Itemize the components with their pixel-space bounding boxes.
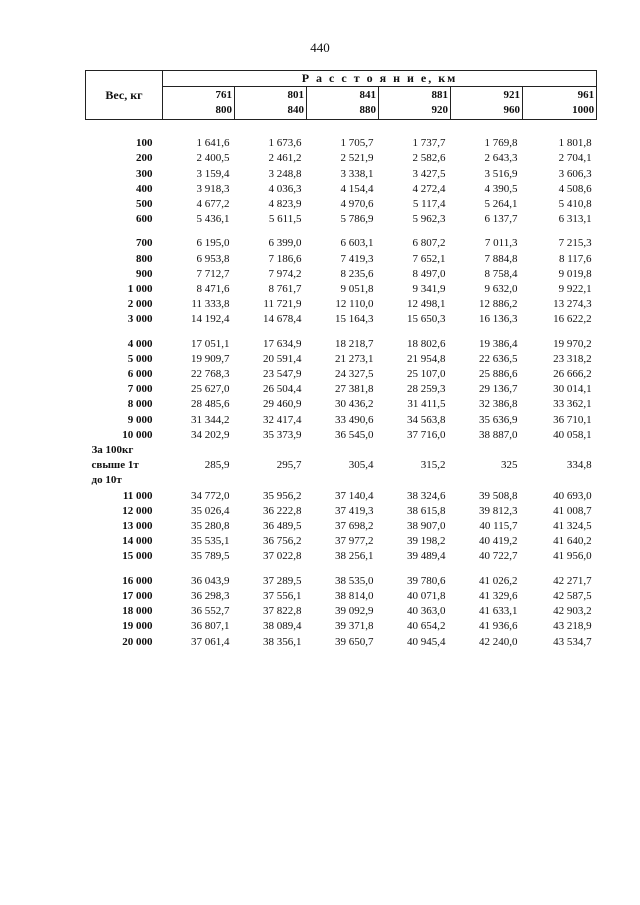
rate-cell: 33 362,1 xyxy=(553,398,592,411)
rate-cell: 23 318,2 xyxy=(553,352,592,365)
rate-cell: 9 341,9 xyxy=(412,283,446,296)
rate-cell: 13 274,3 xyxy=(553,298,592,311)
rate-cell: 11 333,8 xyxy=(191,298,230,311)
rate-cell: 3 427,5 xyxy=(412,167,446,180)
table-row xyxy=(86,413,597,428)
rate-cell: 1 641,6 xyxy=(196,137,230,150)
rate-cell: 9 922,1 xyxy=(558,283,592,296)
table-row xyxy=(86,382,597,397)
rate-cell: 7 419,3 xyxy=(340,252,374,265)
rate-cell: 5 962,3 xyxy=(412,213,446,226)
rate-cell: 325 xyxy=(501,459,518,472)
table-row xyxy=(86,473,597,488)
table-row xyxy=(86,489,597,504)
rate-cell: 14 678,4 xyxy=(263,313,302,326)
rate-cell: 42 903,2 xyxy=(553,605,592,618)
rate-cell: 5 611,5 xyxy=(268,213,302,226)
rate-cell: 6 399,0 xyxy=(268,237,302,250)
table-row xyxy=(86,282,597,297)
rate-cell: 16 136,3 xyxy=(479,313,518,326)
weight-cell: 7 000 xyxy=(127,383,153,396)
rate-cell: 35 636,9 xyxy=(479,413,518,426)
rate-cell xyxy=(451,473,523,488)
table-row xyxy=(86,574,597,589)
table-row xyxy=(86,367,597,382)
table-row xyxy=(86,519,597,534)
rate-cell: 7 652,1 xyxy=(412,252,446,265)
range-from: 881 xyxy=(431,89,448,102)
range-from: 761 xyxy=(215,89,232,102)
weight-cell: 300 xyxy=(136,167,153,180)
distance-range-row xyxy=(86,87,597,120)
rate-cell: 40 115,7 xyxy=(479,520,518,533)
rate-cell xyxy=(163,443,235,458)
rate-cell: 38 887,0 xyxy=(479,428,518,441)
rate-cell: 22 768,3 xyxy=(191,368,230,381)
rate-cell: 36 710,1 xyxy=(553,413,592,426)
rate-cell: 3 918,3 xyxy=(196,182,230,195)
weight-cell: 13 000 xyxy=(122,520,153,533)
rate-cell: 4 677,2 xyxy=(196,198,230,211)
range-to: 880 xyxy=(359,104,376,117)
table-row xyxy=(86,212,597,227)
page-number: 440 xyxy=(310,40,330,55)
weight-cell: 600 xyxy=(136,213,153,226)
rate-cell: 37 022,8 xyxy=(263,550,302,563)
rate-cell: 37 061,4 xyxy=(191,635,230,648)
distance-range-header xyxy=(235,87,307,120)
weight-cell: 5 000 xyxy=(127,352,153,365)
rate-cell: 35 956,2 xyxy=(263,489,302,502)
rate-cell: 6 603,1 xyxy=(340,237,374,250)
rate-cell: 1 801,8 xyxy=(558,137,592,150)
rate-cell: 37 822,8 xyxy=(263,605,302,618)
rate-cell: 36 552,7 xyxy=(191,605,230,618)
rate-cell: 42 240,0 xyxy=(479,635,518,648)
table-row xyxy=(86,589,597,604)
rate-cell: 33 490,6 xyxy=(335,413,374,426)
rate-cell: 4 272,4 xyxy=(412,182,446,195)
weight-column-header: Вес, кг xyxy=(86,71,163,120)
rate-cell: 8 761,7 xyxy=(268,283,302,296)
rate-cell: 5 410,8 xyxy=(558,198,592,211)
rate-cell: 3 248,8 xyxy=(268,167,302,180)
weight-cell: 10 000 xyxy=(122,428,153,441)
rate-cell: 29 460,9 xyxy=(263,398,302,411)
rate-cell: 41 640,2 xyxy=(553,535,592,548)
weight-cell: 2 000 xyxy=(127,298,153,311)
rate-cell: 37 289,5 xyxy=(263,574,302,587)
distance-header: Р а с с т о я н и е, км xyxy=(163,71,597,87)
rate-cell: 9 019,8 xyxy=(558,267,592,280)
rate-cell: 37 556,1 xyxy=(263,589,302,602)
rate-cell: 12 110,0 xyxy=(335,298,374,311)
rate-cell: 35 373,9 xyxy=(263,428,302,441)
rate-cell: 36 756,2 xyxy=(263,535,302,548)
rate-cell: 39 508,8 xyxy=(479,489,518,502)
rate-cell: 40 363,0 xyxy=(407,605,446,618)
weight-cell: За 100кг xyxy=(91,444,134,457)
range-to: 1000 xyxy=(572,104,595,117)
rate-cell: 35 280,8 xyxy=(191,520,230,533)
rate-cell: 26 666,2 xyxy=(553,368,592,381)
rate-cell: 8 235,6 xyxy=(340,267,374,280)
rate-cell: 34 772,0 xyxy=(191,489,230,502)
table-row xyxy=(86,443,597,458)
rate-cell: 32 386,8 xyxy=(479,398,518,411)
rate-cell: 41 324,5 xyxy=(553,520,592,533)
range-to: 800 xyxy=(215,104,232,117)
range-to: 840 xyxy=(287,104,304,117)
table-row xyxy=(86,136,597,151)
weight-cell: 18 000 xyxy=(122,605,153,618)
rate-cell: 38 615,8 xyxy=(407,504,446,517)
weight-cell: 6 000 xyxy=(127,368,153,381)
rate-cell: 1 705,7 xyxy=(340,137,374,150)
rate-cell: 1 769,8 xyxy=(484,137,518,150)
rate-cell: 43 534,7 xyxy=(553,635,592,648)
rate-cell: 43 218,9 xyxy=(553,620,592,633)
rate-cell: 38 907,0 xyxy=(407,520,446,533)
rate-cell: 40 419,2 xyxy=(479,535,518,548)
table-row xyxy=(86,252,597,267)
table-row xyxy=(86,312,597,327)
table-row xyxy=(86,182,597,197)
weight-cell: 3 000 xyxy=(127,313,153,326)
rate-cell: 19 909,7 xyxy=(191,352,230,365)
rate-cell: 7 974,2 xyxy=(268,267,302,280)
rate-cell: 26 504,4 xyxy=(263,383,302,396)
table-row xyxy=(86,458,597,473)
rate-cell: 8 497,0 xyxy=(412,267,446,280)
rate-cell: 38 089,4 xyxy=(263,620,302,633)
rate-cell: 315,2 xyxy=(420,459,446,472)
rate-cell: 36 807,1 xyxy=(191,620,230,633)
rate-cell xyxy=(451,443,523,458)
rate-cell: 35 026,4 xyxy=(191,504,230,517)
rate-cell: 37 716,0 xyxy=(407,428,446,441)
rate-cell: 3 338,1 xyxy=(340,167,374,180)
rate-cell: 15 164,3 xyxy=(335,313,374,326)
rate-cell: 6 313,1 xyxy=(558,213,592,226)
rate-cell: 30 436,2 xyxy=(335,398,374,411)
rate-cell: 37 977,2 xyxy=(335,535,374,548)
table-row xyxy=(86,267,597,282)
rate-cell: 40 071,8 xyxy=(407,589,446,602)
rate-cell: 7 884,8 xyxy=(484,252,518,265)
rate-cell: 30 014,1 xyxy=(553,383,592,396)
rate-cell: 5 117,4 xyxy=(412,198,446,211)
rate-cell: 14 192,4 xyxy=(191,313,230,326)
rate-cell: 17 051,1 xyxy=(191,337,230,350)
table-row xyxy=(86,151,597,166)
rate-cell: 7 712,7 xyxy=(196,267,230,280)
rate-cell xyxy=(523,473,597,488)
rate-cell: 1 673,6 xyxy=(268,137,302,150)
range-to: 920 xyxy=(431,104,448,117)
distance-range-header xyxy=(163,87,235,120)
distance-range-header xyxy=(307,87,379,120)
rate-cell: 34 202,9 xyxy=(191,428,230,441)
table-row xyxy=(86,428,597,443)
rate-cell: 9 632,0 xyxy=(484,283,518,296)
rate-cell: 334,8 xyxy=(566,459,592,472)
rate-cell: 25 886,6 xyxy=(479,368,518,381)
rate-cell: 41 956,0 xyxy=(553,550,592,563)
rate-cell: 28 485,6 xyxy=(191,398,230,411)
rate-cell: 6 137,7 xyxy=(484,213,518,226)
rate-cell: 39 092,9 xyxy=(335,605,374,618)
rate-cell: 8 758,4 xyxy=(484,267,518,280)
table-row xyxy=(86,297,597,312)
rate-cell xyxy=(379,443,451,458)
table-row xyxy=(86,534,597,549)
rate-cell: 31 344,2 xyxy=(191,413,230,426)
rate-cell: 7 186,6 xyxy=(268,252,302,265)
rate-cell: 38 814,0 xyxy=(335,589,374,602)
weight-cell: 500 xyxy=(136,198,153,211)
table-row xyxy=(86,352,597,367)
rate-cell: 8 117,6 xyxy=(558,252,592,265)
rate-cell: 34 563,8 xyxy=(407,413,446,426)
table-row xyxy=(86,236,597,251)
rate-cell: 38 256,1 xyxy=(335,550,374,563)
rate-cell: 6 195,0 xyxy=(196,237,230,250)
rate-cell: 39 780,6 xyxy=(407,574,446,587)
rate-cell: 11 721,9 xyxy=(263,298,302,311)
table-body xyxy=(86,120,597,650)
rate-cell: 40 654,2 xyxy=(407,620,446,633)
weight-cell: 1 000 xyxy=(127,283,153,296)
rate-cell: 41 008,7 xyxy=(553,504,592,517)
rate-cell: 39 371,8 xyxy=(335,620,374,633)
rate-cell: 40 945,4 xyxy=(407,635,446,648)
rate-cell: 2 521,9 xyxy=(340,152,374,165)
rate-cell: 35 789,5 xyxy=(191,550,230,563)
rate-cell: 7 011,3 xyxy=(484,237,518,250)
range-from: 921 xyxy=(503,89,520,102)
rate-cell: 305,4 xyxy=(348,459,374,472)
weight-cell: 400 xyxy=(136,182,153,195)
rate-cell: 4 390,5 xyxy=(484,182,518,195)
range-from: 841 xyxy=(359,89,376,102)
tariff-table xyxy=(85,70,597,650)
rate-cell: 36 489,5 xyxy=(263,520,302,533)
rate-cell: 2 582,6 xyxy=(412,152,446,165)
rate-cell: 39 198,2 xyxy=(407,535,446,548)
rate-cell: 19 386,4 xyxy=(479,337,518,350)
weight-cell: 17 000 xyxy=(122,589,153,602)
rate-cell: 3 516,9 xyxy=(484,167,518,180)
rate-cell: 38 535,0 xyxy=(335,574,374,587)
weight-cell: 14 000 xyxy=(122,535,153,548)
rate-cell: 35 535,1 xyxy=(191,535,230,548)
rate-cell: 3 159,4 xyxy=(196,167,230,180)
rate-cell: 18 802,6 xyxy=(407,337,446,350)
row-spacer xyxy=(86,565,597,574)
rate-cell: 25 107,0 xyxy=(407,368,446,381)
table-row xyxy=(86,549,597,564)
rate-cell: 2 400,5 xyxy=(196,152,230,165)
table-row xyxy=(86,197,597,212)
rate-cell: 4 508,6 xyxy=(558,182,592,195)
rate-cell: 40 693,0 xyxy=(553,489,592,502)
row-spacer xyxy=(86,328,597,337)
table-row xyxy=(86,619,597,634)
rate-cell: 4 970,6 xyxy=(340,198,374,211)
distance-range-header xyxy=(379,87,451,120)
rate-cell: 29 136,7 xyxy=(479,383,518,396)
rate-cell: 36 298,3 xyxy=(191,589,230,602)
rate-cell: 37 140,4 xyxy=(335,489,374,502)
rate-cell xyxy=(235,443,307,458)
rate-cell: 36 222,8 xyxy=(263,504,302,517)
table-row xyxy=(86,397,597,412)
rate-cell: 41 633,1 xyxy=(479,605,518,618)
rate-cell: 37 698,2 xyxy=(335,520,374,533)
rate-cell: 2 643,3 xyxy=(484,152,518,165)
rate-cell: 39 489,4 xyxy=(407,550,446,563)
weight-cell: 9 000 xyxy=(127,413,153,426)
weight-cell: 19 000 xyxy=(122,620,153,633)
rate-cell: 295,7 xyxy=(276,459,302,472)
rate-cell xyxy=(307,473,379,488)
rate-cell: 27 381,8 xyxy=(335,383,374,396)
rate-cell: 17 634,9 xyxy=(263,337,302,350)
rate-cell: 25 627,0 xyxy=(191,383,230,396)
rate-cell: 37 419,3 xyxy=(335,504,374,517)
rate-cell: 36 545,0 xyxy=(335,428,374,441)
rate-cell: 31 411,5 xyxy=(407,398,446,411)
rate-cell: 16 622,2 xyxy=(553,313,592,326)
rate-cell: 23 547,9 xyxy=(263,368,302,381)
rate-cell: 19 970,2 xyxy=(553,337,592,350)
range-from: 961 xyxy=(577,89,595,102)
rate-cell: 1 737,7 xyxy=(412,137,446,150)
rate-cell: 3 606,3 xyxy=(558,167,592,180)
rate-cell: 39 812,3 xyxy=(479,504,518,517)
weight-cell: до 10т xyxy=(91,474,122,487)
rate-cell: 285,9 xyxy=(204,459,230,472)
rate-cell: 40 722,7 xyxy=(479,550,518,563)
table-row xyxy=(86,504,597,519)
table-row xyxy=(86,167,597,182)
rate-cell xyxy=(307,443,379,458)
range-from: 801 xyxy=(287,89,304,102)
rate-cell: 20 591,4 xyxy=(263,352,302,365)
weight-cell: 200 xyxy=(136,152,153,165)
rate-cell: 38 324,6 xyxy=(407,489,446,502)
rate-cell: 22 636,5 xyxy=(479,352,518,365)
distance-range-header xyxy=(451,87,523,120)
rate-cell: 7 215,3 xyxy=(558,237,592,250)
rate-cell xyxy=(523,443,597,458)
rate-cell: 18 218,7 xyxy=(335,337,374,350)
rate-cell: 5 786,9 xyxy=(340,213,374,226)
row-spacer xyxy=(86,120,597,137)
table-row xyxy=(86,635,597,650)
rate-cell: 36 043,9 xyxy=(191,574,230,587)
rate-cell: 39 650,7 xyxy=(335,635,374,648)
rate-cell: 42 587,5 xyxy=(553,589,592,602)
rate-cell: 6 807,2 xyxy=(412,237,446,250)
table-row xyxy=(86,604,597,619)
table-row xyxy=(86,337,597,352)
weight-cell: 16 000 xyxy=(122,574,153,587)
rate-cell: 21 954,8 xyxy=(407,352,446,365)
rate-cell: 15 650,3 xyxy=(407,313,446,326)
rate-cell: 12 886,2 xyxy=(479,298,518,311)
rate-cell: 21 273,1 xyxy=(335,352,374,365)
weight-cell: 15 000 xyxy=(122,550,153,563)
weight-cell: 11 000 xyxy=(122,489,153,502)
rate-cell: 38 356,1 xyxy=(263,635,302,648)
weight-cell: 900 xyxy=(136,267,153,280)
rate-cell xyxy=(163,473,235,488)
rate-cell: 41 936,6 xyxy=(479,620,518,633)
rate-cell xyxy=(235,473,307,488)
weight-cell: 800 xyxy=(136,252,153,265)
rate-cell: 24 327,5 xyxy=(335,368,374,381)
rate-cell: 32 417,4 xyxy=(263,413,302,426)
rate-cell: 9 051,8 xyxy=(340,283,374,296)
rate-cell: 4 154,4 xyxy=(340,182,374,195)
rate-cell: 8 471,6 xyxy=(196,283,230,296)
weight-cell: 700 xyxy=(136,237,153,250)
distance-range-header xyxy=(523,87,597,120)
weight-cell: 100 xyxy=(136,137,153,150)
rate-cell xyxy=(379,473,451,488)
rate-cell: 4 036,3 xyxy=(268,182,302,195)
weight-cell: свыше 1т xyxy=(91,459,139,472)
rate-cell: 2 461,2 xyxy=(268,152,302,165)
weight-cell: 20 000 xyxy=(122,635,153,648)
row-spacer xyxy=(86,227,597,236)
weight-cell: 8 000 xyxy=(127,398,153,411)
rate-cell: 5 264,1 xyxy=(484,198,518,211)
weight-cell: 12 000 xyxy=(122,504,153,517)
rate-cell: 41 329,6 xyxy=(479,589,518,602)
rate-cell: 2 704,1 xyxy=(558,152,592,165)
rate-cell: 40 058,1 xyxy=(553,428,592,441)
rate-cell: 28 259,3 xyxy=(407,383,446,396)
range-to: 960 xyxy=(503,104,520,117)
rate-cell: 6 953,8 xyxy=(196,252,230,265)
weight-cell: 4 000 xyxy=(127,337,153,350)
rate-cell: 41 026,2 xyxy=(479,574,518,587)
rate-cell: 12 498,1 xyxy=(407,298,446,311)
rate-cell: 4 823,9 xyxy=(268,198,302,211)
rate-cell: 5 436,1 xyxy=(196,213,230,226)
rate-cell: 42 271,7 xyxy=(553,574,592,587)
